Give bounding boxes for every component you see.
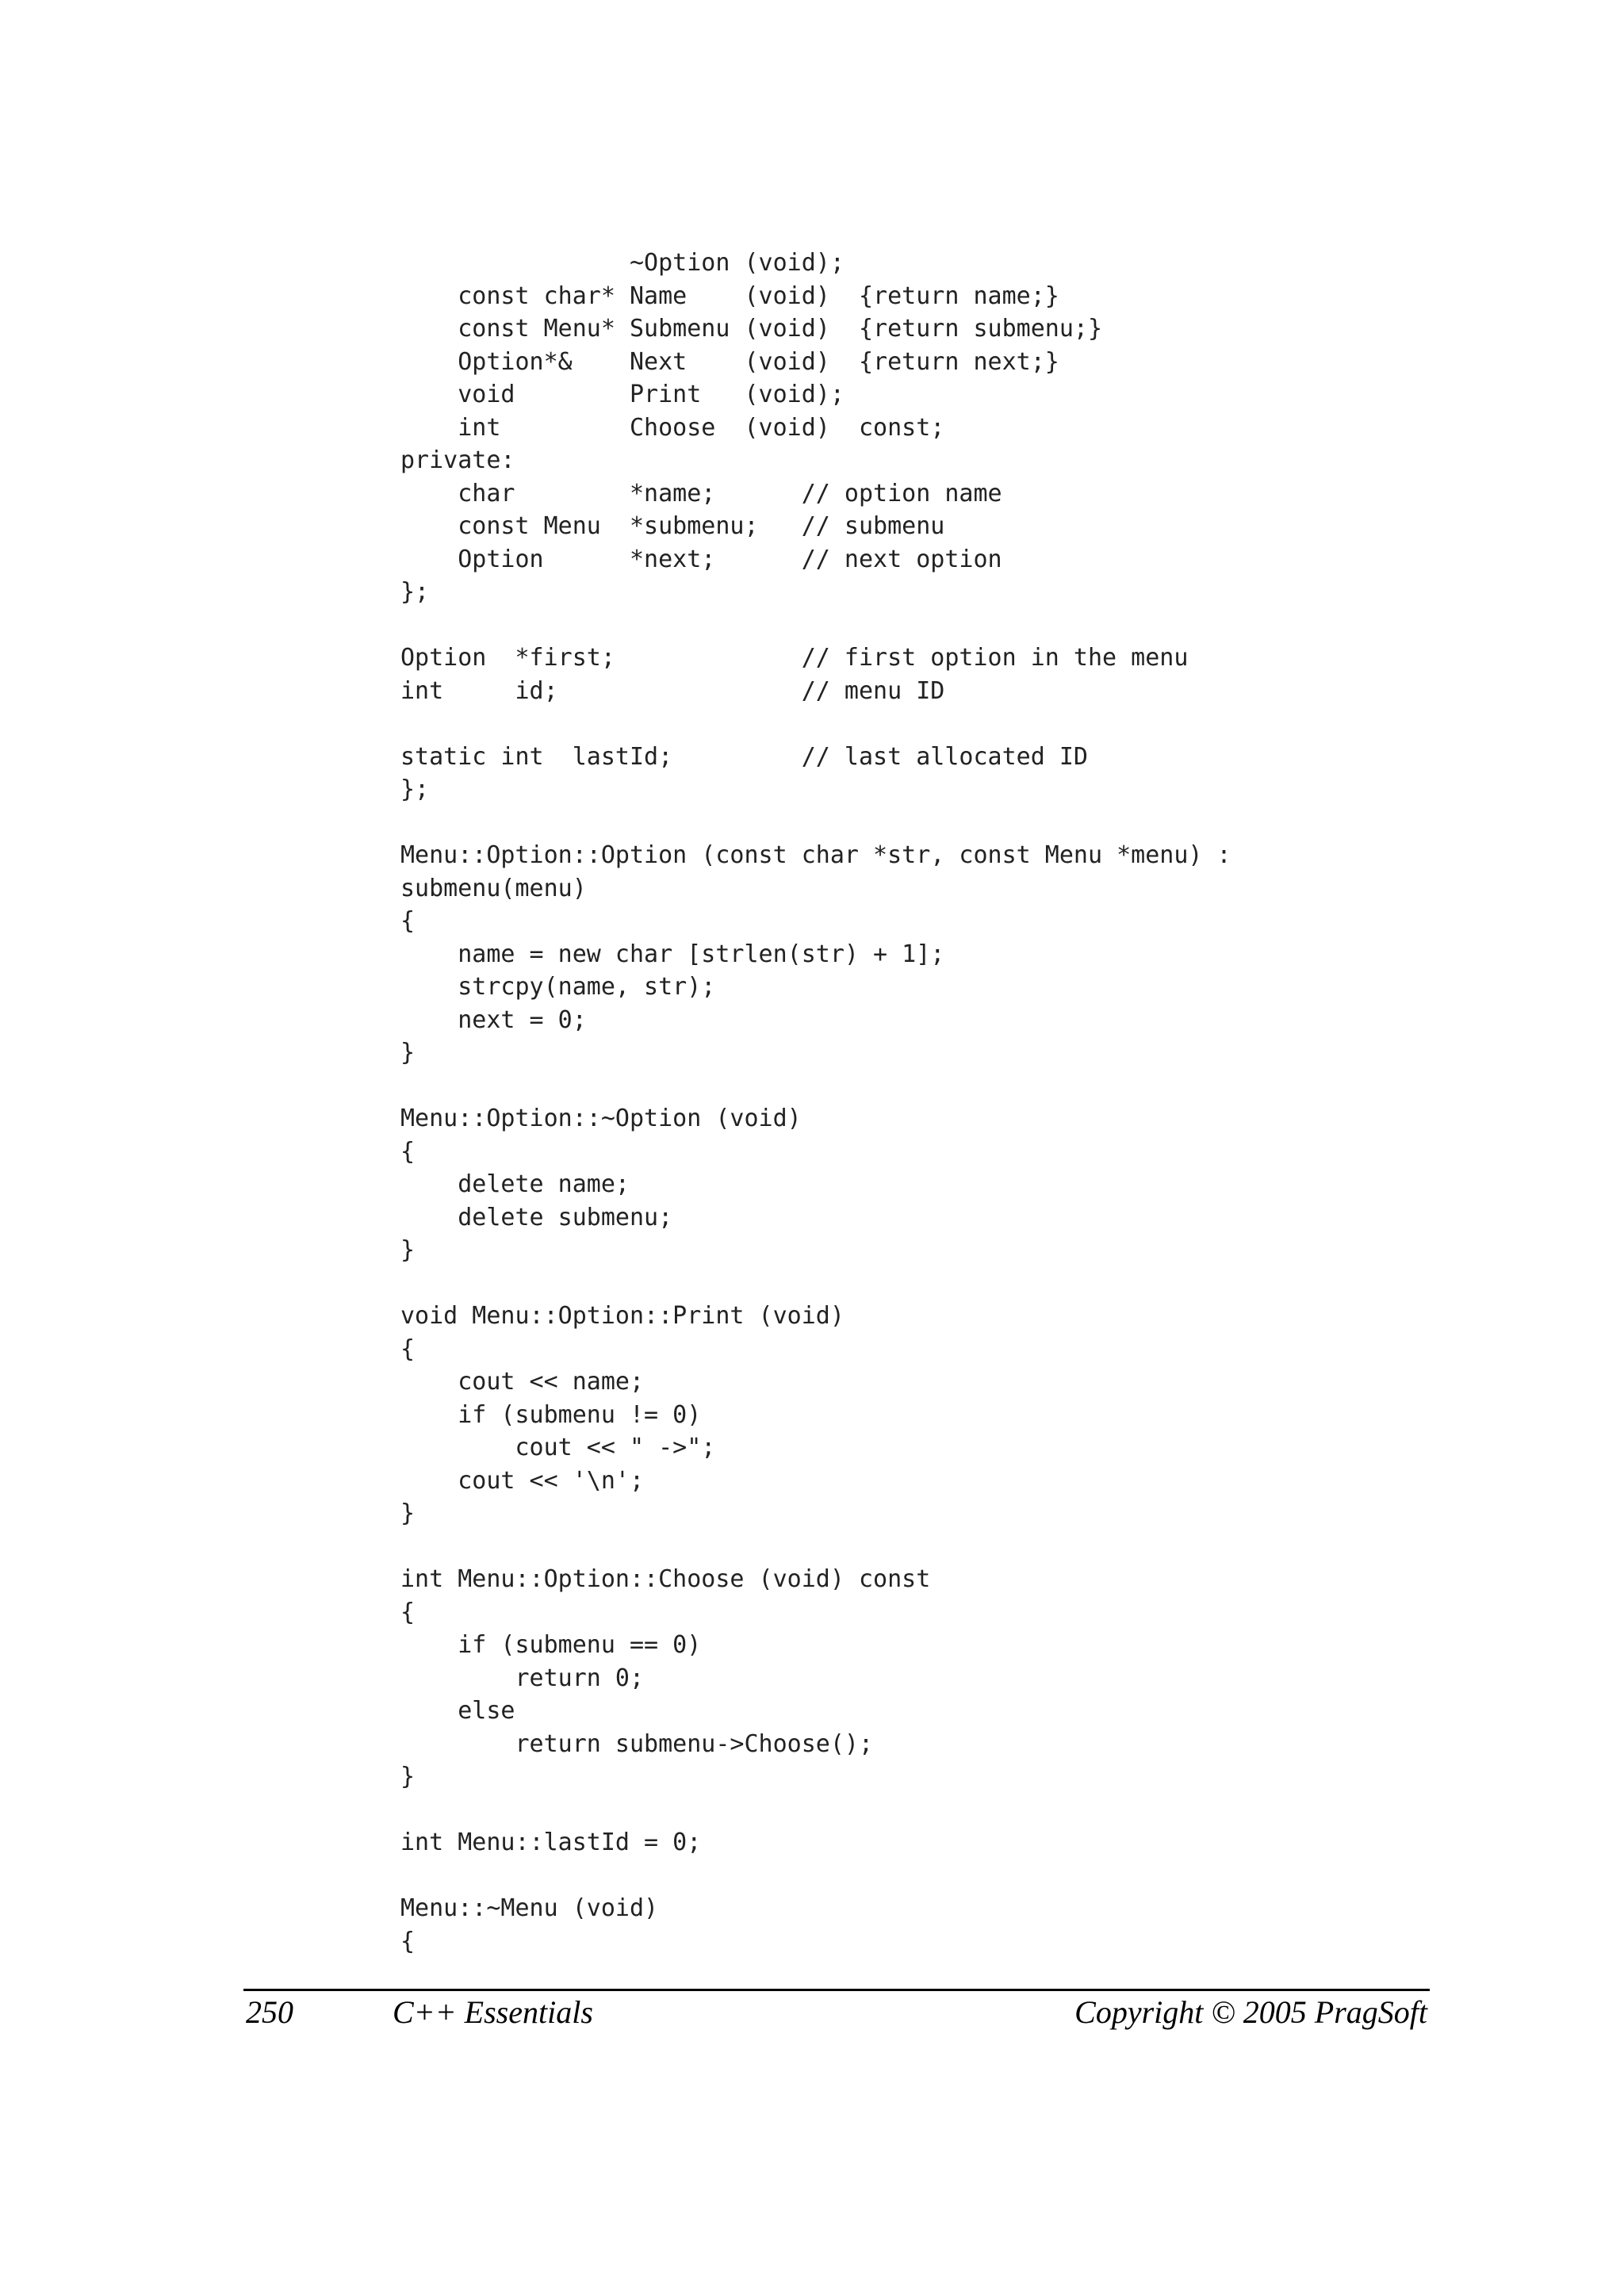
footer-divider	[243, 1989, 1430, 1991]
code-line: Option *first; // first option in the menu	[400, 644, 1189, 672]
code-line: int Choose (void) const;	[400, 413, 945, 442]
code-line: Option*& Next (void) {return next;}	[400, 347, 1059, 376]
code-line: const Menu* Submenu (void) {return submenu;}	[400, 315, 1103, 343]
code-line: }	[400, 1236, 416, 1264]
code-line: Menu::~Menu (void)	[400, 1894, 659, 1922]
code-line: const char* Name (void) {return name;}	[400, 281, 1059, 310]
code-line: else	[400, 1697, 515, 1725]
code-line: void Print (void);	[400, 381, 845, 408]
code-line: return submenu->Choose();	[400, 1729, 874, 1758]
page-number: 250	[246, 1994, 293, 2030]
code-line: delete name;	[400, 1170, 630, 1198]
code-line	[400, 707, 1231, 741]
code-line: private:	[400, 446, 515, 474]
code-line: void Menu::Option::Print (void)	[400, 1302, 845, 1330]
code-line: int Menu::lastId = 0;	[400, 1829, 702, 1856]
code-line	[400, 1794, 1231, 1827]
code-line: const Menu *submenu; // submenu	[400, 512, 945, 540]
code-line: {	[400, 1927, 416, 1955]
code-line: strcpy(name, str);	[400, 973, 716, 1001]
code-line: cout << '\n';	[400, 1466, 645, 1495]
code-line: int id; // menu ID	[400, 676, 945, 705]
code-line: delete submenu;	[400, 1203, 673, 1231]
code-line: ~Option (void);	[400, 249, 845, 277]
code-line: };	[400, 776, 430, 803]
code-line	[400, 1859, 1231, 1893]
code-line: cout << name;	[400, 1368, 645, 1396]
book-title: C++ Essentials	[393, 1994, 593, 2030]
code-line	[400, 609, 1231, 642]
code-line: {	[400, 1137, 416, 1166]
copyright-notice: Copyright © 2005 PragSoft	[1074, 1994, 1427, 2030]
code-listing	[400, 247, 1231, 1958]
code-line: }	[400, 1499, 416, 1527]
code-line	[400, 1267, 1231, 1300]
code-line: return 0;	[400, 1664, 645, 1692]
code-line: };	[400, 578, 430, 606]
code-line: {	[400, 907, 416, 935]
code-line: }	[400, 1039, 416, 1067]
code-line: static int lastId; // last allocated ID	[400, 742, 1088, 771]
code-line: char *name; // option name	[400, 479, 1002, 507]
code-line: cout << " ->";	[400, 1434, 716, 1461]
code-line: if (submenu != 0)	[400, 1400, 702, 1429]
code-line	[400, 1070, 1231, 1103]
code-line: name = new char [strlen(str) + 1];	[400, 940, 945, 968]
code-line: {	[400, 1335, 416, 1363]
code-line: }	[400, 1763, 416, 1790]
code-line: Option *next; // next option	[400, 545, 1002, 573]
code-line: submenu(menu)	[400, 874, 587, 902]
code-line: Menu::Option::Option (const char *str, const Menu *menu) :	[400, 841, 1231, 869]
code-line: Menu::Option::~Option (void)	[400, 1105, 802, 1132]
code-line: int Menu::Option::Choose (void) const	[400, 1565, 931, 1593]
code-line: {	[400, 1598, 416, 1626]
code-line: if (submenu == 0)	[400, 1631, 702, 1659]
code-line	[400, 806, 1231, 840]
code-line	[400, 1530, 1231, 1564]
code-line: next = 0;	[400, 1005, 587, 1034]
